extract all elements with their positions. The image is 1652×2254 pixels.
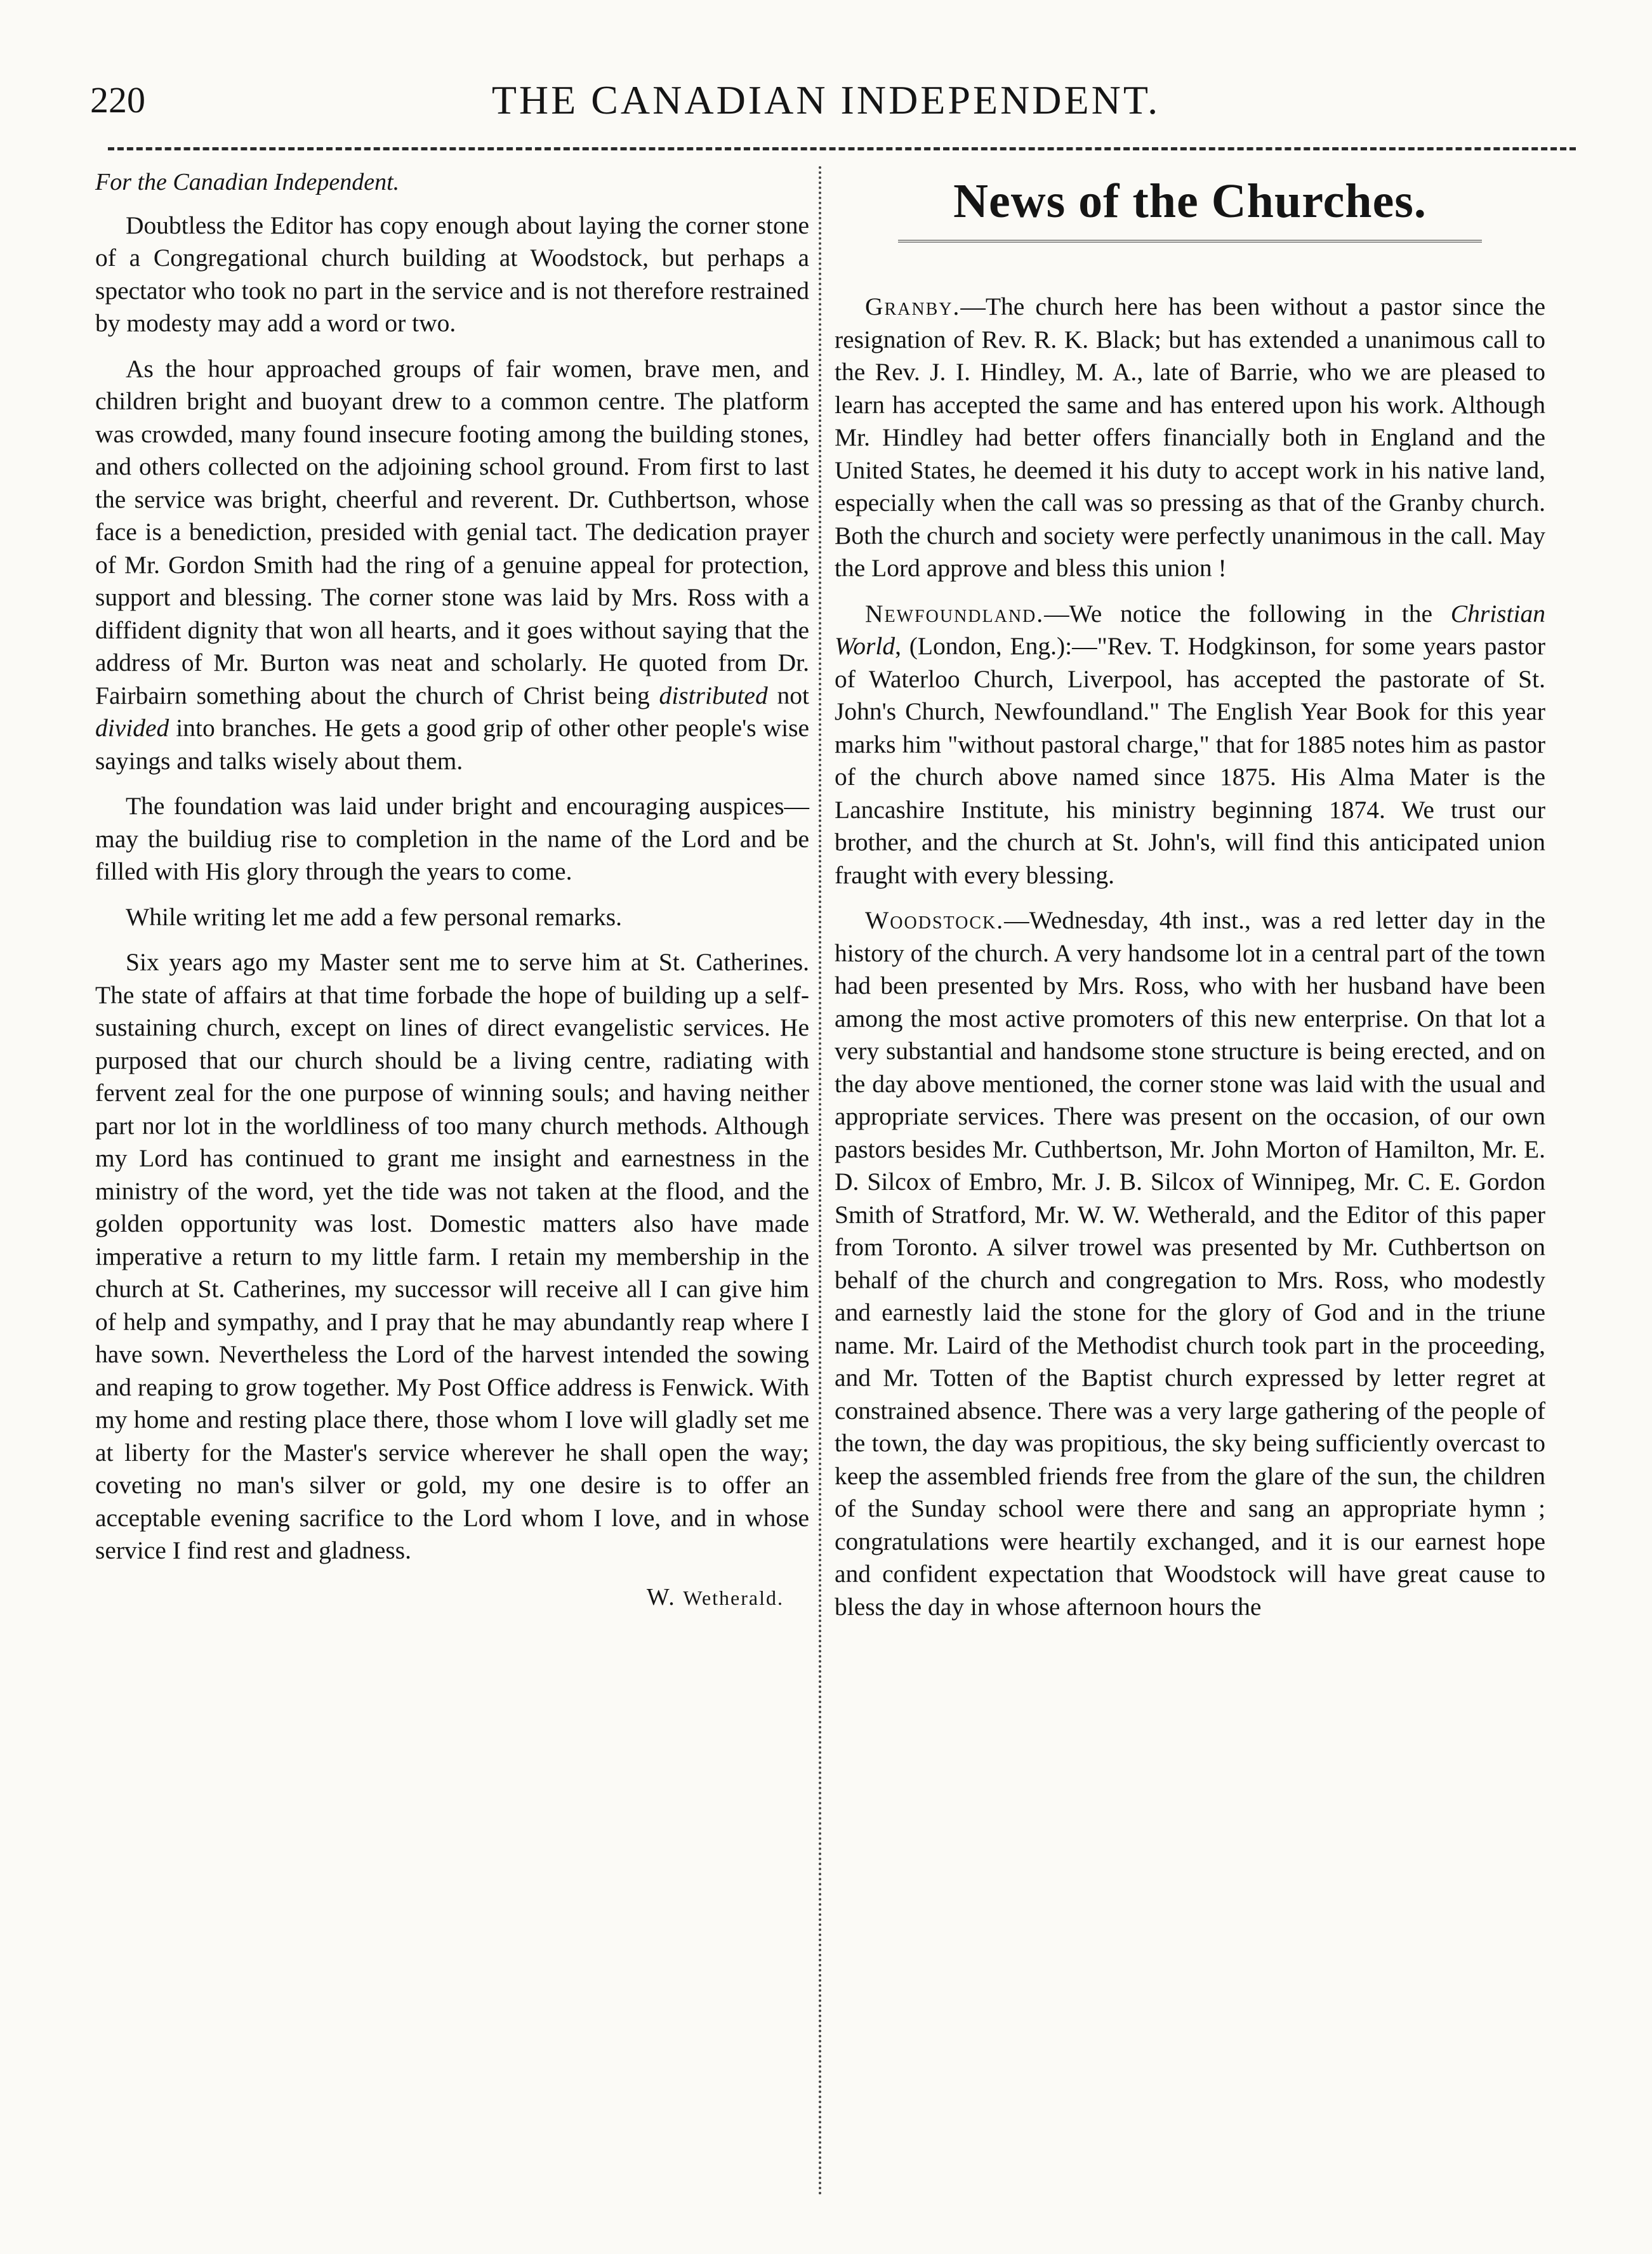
granby-item <box>835 291 1545 585</box>
newfoundland-place: Newfoundland. <box>865 599 1045 628</box>
paragraph-3: The foundation was laid under bright and encouraging auspices—may the buildiug rise to completion in the name of the Lord and be filled with His glory through the years to come. <box>95 792 809 885</box>
journal-title: THE CANADIAN INDEPENDENT. <box>491 77 1161 122</box>
signature-initial: W. <box>646 1583 676 1611</box>
paragraph-1: Doubtless the Editor has copy enough about laying the corner stone of a Congregational church building at Woodstock, but perhaps a spectator who took no part in the service and is not therefore restrained by modesty may add a word or two. <box>95 211 809 337</box>
christian-world-title: Christian World <box>835 599 1545 660</box>
column-divider <box>819 166 821 2197</box>
paragraph-5: Six years ago my Master sent me to serve him at St. Catherines. The state of affairs at that time forbade the hope of building up a self-sustaining church, except on lines of direct evangelistic services. He purposed that our church should be a living centre, radiating with fervent zeal for the one purpose of winning souls; and having neither part nor lot in the worldliness of too many church methods. Although my Lord has continued to grant me insight and earnestness in the ministry of the word, yet the tide was not taken at the flood, and the golden opportunity was lost. Domestic matters also have made imperative a return to my little farm. I retain my membership in the church at St. Catherines, my successor will receive all I can give him of help and sympathy, and I pray that he may abundantly reap where I have sown. Nevertheless the Lord of the harvest intended the sowing and reaping to grow together. My Post Office address is Fenwick. With my home and resting place there, those whom I love will gladly set me at liberty for the Master's service wherever he shall open the way; coveting no man's silver or gold, my one desire is to offer an acceptable evening sacrifice to the Lord whom I love, and in whose service I find rest and gladness. <box>95 948 809 1564</box>
newfoundland-text-a: —We notice the following in the <box>1044 599 1451 628</box>
paragraph-2-text-c: into branches. He gets a good grip of other other people's wise sayings and talks wisely about them. <box>95 714 809 775</box>
paragraph-2-text-a: As the hour approached groups of fair women, brave men, and children bright and buoyant drew to a common centre. The platform was crowded, many found insecure footing among the building stones, and others collected on the adjoining school ground. From first to last the service was bright, cheerful and reverent. Dr. Cuthbertson, whose face is a benediction, presided with genial tact. The dedication prayer of Mr. Gordon Smith had the ring of a genuine appeal for protection, support and blessing. The corner stone was laid by Mrs. Ross with a diffident dignity that won all hearts, and it goes without saying that the address of Mr. Burton was neat and scholarly. He quoted from Dr. Fairbairn something about the church of Christ being <box>95 354 809 709</box>
emphasis-distributed: distributed <box>659 681 768 709</box>
newfoundland-text-b: , (London, Eng.):—"Rev. T. Hodgkinson, for some years pastor of Waterloo Church, Liverpool, has accepted the pastorate of St. John's Church, Newfoundland." The English Year Book for this year marks him "without pastoral charge," that for 1885 notes him as pastor of the church above named since 1875. His Alma Mater is the Lancashire Institute, his ministry beginning 1874. We trust our brother, and the church at St. John's, will find this anticipated union fraught with every blessing. <box>835 632 1545 889</box>
emphasis-divided: divided <box>95 714 169 742</box>
granby-text: —The church here has been without a pastor since the resignation of Rev. R. K. Black; but has extended a unanimous call to the Rev. J. I. Hindley, M. A., late of Barrie, who we are pleased to learn has accepted the same and has entered upon his work. Although Mr. Hindley had better offers financially both in England and the United States, he deemed it his duty to accept work in his native land, especially when the call was so pressing as that of the Granby church. Both the church and society were perfectly unanimous in the call. May the Lord approve and bless this union ! <box>835 293 1545 582</box>
section-title: News of the Churches. <box>953 175 1427 228</box>
woodstock-text: —Wednesday, 4th inst., was a red letter day in the history of the church. A very handsome lot in a central part of the town had been presented by Mrs. Ross, who with her husband have been among the most active promoters of this new enterprise. On that lot a very substantial and handsome stone structure is being erected, and on the day above mentioned, the corner stone was laid with the usual and appropriate services. There was present on the occasion, of our own pastors besides Mr. Cuthbertson, Mr. John Morton of Hamilton, Mr. E. D. Silcox of Embro, Mr. J. B. Silcox of Winnipeg, Mr. C. E. Gordon Smith of Stratford, Mr. W. W. Wetherald, and the Editor of this paper from Toronto. A silver trowel was presented by Mr. Cuthbertson on behalf of the church and congregation to Mrs. Ross, who modestly and earnestly laid the stone for the glory of God and in the triune name. Mr. Laird of the Methodist church took part in the proceeding, and Mr. Totten of the Baptist church expressed by letter regret at constrained absence. There was a very large gathering of the people of the town, the day was propitious, the sky being sufficiently overcast to keep the assembled friends free from the glare of the sun, the children of the Sunday school were there and sang an appropriate hymn ; congratulations were heartily exchanged, and it is our earnest hope and confident expectation that Woodstock will have great cause to bless the day in whose afternoon hours the <box>835 906 1545 1621</box>
byline-intro: For the Canadian Independent. <box>95 169 400 195</box>
left-column <box>95 166 809 1627</box>
running-head <box>76 75 1576 126</box>
woodstock-place: Woodstock. <box>865 906 1005 934</box>
page-number: 220 <box>90 79 145 121</box>
paragraph-2 <box>95 353 809 778</box>
section-rule <box>898 240 1482 246</box>
right-column <box>835 166 1545 1636</box>
paragraph-4: While writing let me add a few personal remarks. <box>126 902 623 931</box>
granby-place: Granby. <box>865 293 961 320</box>
newfoundland-item <box>835 598 1545 892</box>
paragraph-2-text-b: not <box>767 681 809 709</box>
header-rule <box>108 147 1576 150</box>
woodstock-item <box>835 904 1545 1623</box>
signature-name: Wetherald. <box>683 1586 784 1609</box>
signature <box>95 1581 809 1615</box>
